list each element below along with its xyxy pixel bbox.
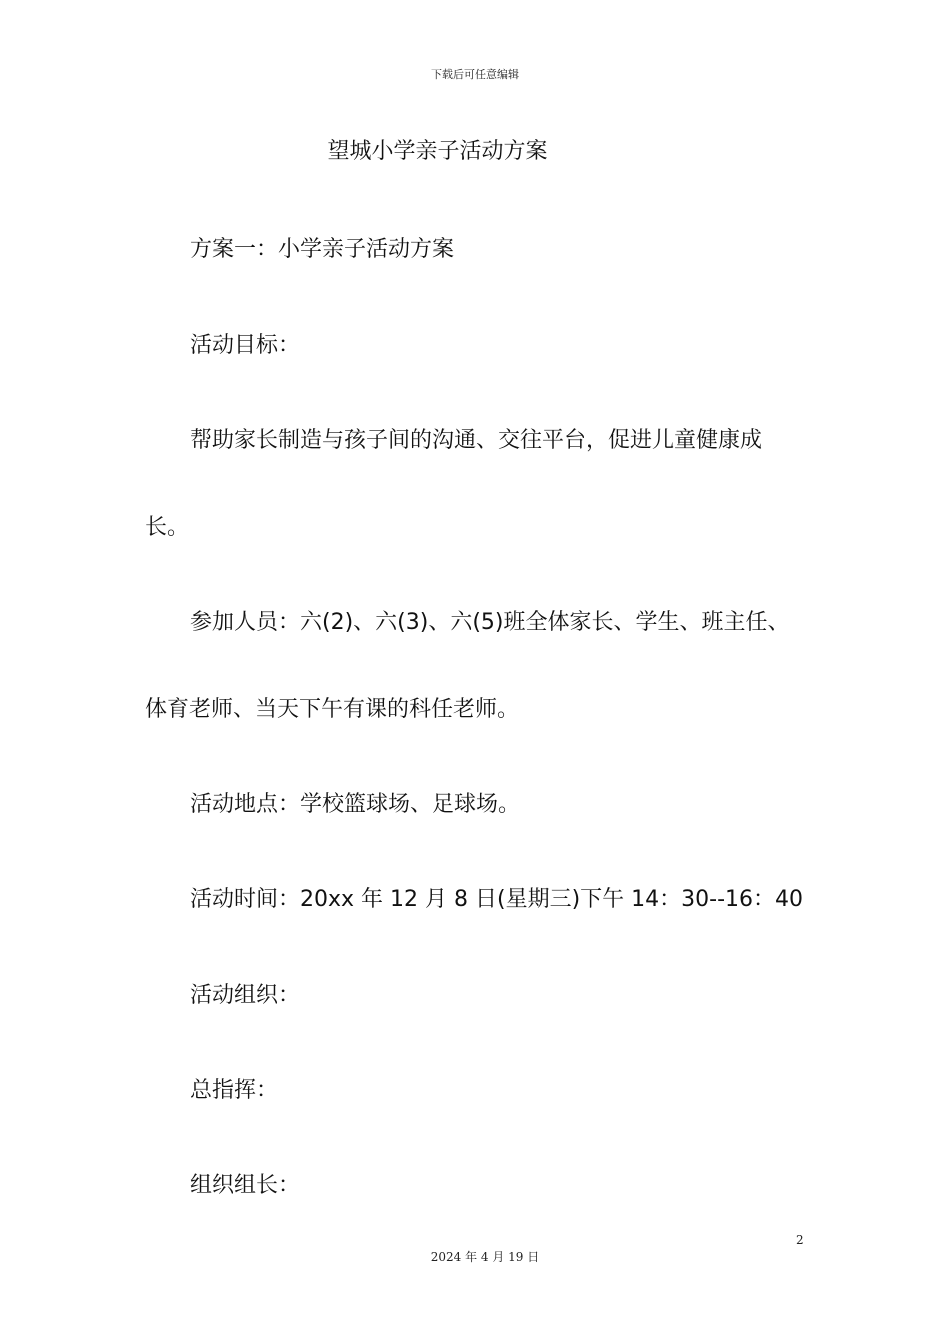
plan-one-line: 方案一：小学亲子活动方案 bbox=[190, 237, 455, 262]
document-title: 望城小学亲子活动方案 bbox=[327, 139, 548, 164]
commander-line: 总指挥： bbox=[190, 1078, 279, 1103]
group-leader-line: 组织组长： bbox=[190, 1173, 301, 1198]
time-line: 活动时间：20xx 年 12 月 8 日(星期三)下午 14：30--16：40 bbox=[190, 887, 804, 912]
page-number: 2 bbox=[796, 1233, 804, 1247]
goal-heading: 活动目标： bbox=[190, 333, 301, 358]
goal-text-line-1: 帮助家长制造与孩子间的沟通、交往平台，促进儿童健康成 bbox=[190, 428, 763, 453]
organization-heading: 活动组织： bbox=[190, 983, 301, 1008]
goal-text-line-2: 长。 bbox=[145, 515, 190, 540]
header-note: 下载后可任意编辑 bbox=[431, 68, 519, 81]
participants-line-2: 体育老师、当天下午有课的科任老师。 bbox=[145, 697, 520, 722]
location-line: 活动地点：学校篮球场、足球场。 bbox=[190, 792, 521, 817]
participants-line-1: 参加人员：六(2)、六(3)、六(5)班全体家长、学生、班主任、 bbox=[190, 610, 790, 635]
footer-date: 2024 年 4 月 19 日 bbox=[430, 1250, 540, 1264]
